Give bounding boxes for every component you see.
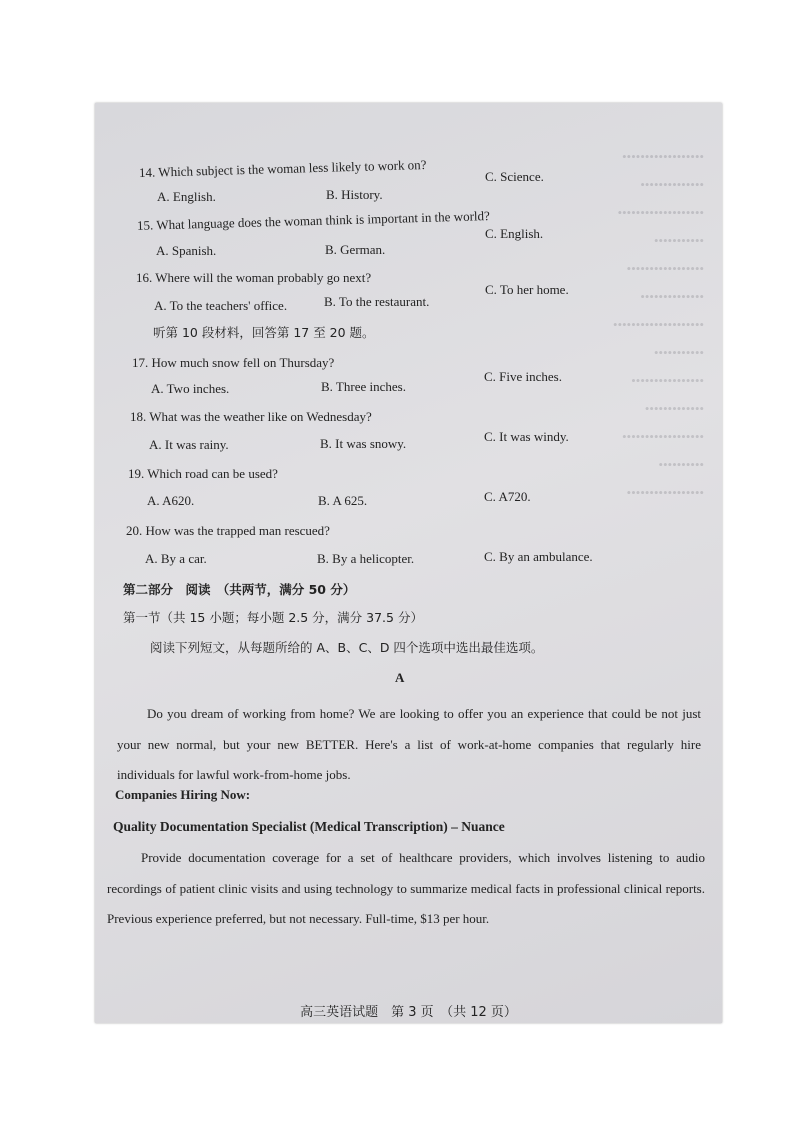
question-20-stem: 20. How was the trapped man rescued?	[126, 523, 330, 538]
question-20-option-b: B. By a helicopter.	[317, 551, 415, 566]
section1-heading: 第一节（共 15 小题；每小题 2.5 分，满分 37.5 分）	[123, 610, 423, 625]
question-18-option-c: C. It was windy.	[484, 429, 569, 444]
question-17-option-b: B. Three inches.	[321, 379, 406, 394]
question-14-option-a: A. English.	[157, 189, 216, 204]
question-15-option-b: B. German.	[325, 242, 386, 257]
question-14-stem: 14. Which subject is the woman less likely to work on?	[138, 156, 427, 181]
question-16-stem: 16. Where will the woman probably go next?	[136, 270, 372, 285]
question-17-option-c: C. Five inches.	[484, 369, 562, 384]
question-17-stem: 17. How much snow fell on Thursday?	[132, 355, 335, 370]
question-18-stem: 18. What was the weather like on Wednesday?	[130, 409, 372, 424]
question-19-option-c: C. A720.	[484, 489, 531, 504]
question-16-option-b: B. To the restaurant.	[324, 294, 430, 309]
question-19-option-a: A. A620.	[147, 493, 195, 508]
question-20-option-c: C. By an ambulance.	[484, 549, 593, 564]
part2-heading: 第二部分 阅读 （共两节，满分 50 分）	[123, 582, 356, 597]
question-19-option-b: B. A 625.	[318, 493, 368, 508]
exam-page	[95, 103, 722, 1023]
question-19-stem: 19. Which road can be used?	[128, 466, 278, 481]
material-note: 听第 10 段材料，回答第 17 至 20 题。	[153, 325, 375, 340]
question-16-option-c: C. To her home.	[485, 282, 569, 297]
bleed-through-text: •••••••••••••••••• •••••••••••••• ••••••••••••••••••• ••••••••••• ••••••••••••••••• •••••••••••••• •••••••••••••••••••• ••••••••••• •••••••••••••••• ••••••••••••• •••••••••••••••••• •••••••••• •••••••••••••••••	[612, 149, 704, 500]
question-14-option-b: B. History.	[326, 187, 383, 202]
question-15-option-a: A. Spanish.	[156, 243, 217, 258]
reading-instruction: 阅读下列短文，从每题所给的 A、B、C、D 四个选项中选出最佳选项。	[150, 640, 544, 655]
question-17-option-a: A. Two inches.	[151, 381, 230, 396]
question-18-option-b: B. It was snowy.	[320, 436, 407, 451]
question-20-option-a: A. By a car.	[145, 551, 207, 566]
question-15-option-c: C. English.	[485, 226, 544, 241]
question-18-option-a: A. It was rainy.	[149, 437, 229, 452]
question-14-option-c: C. Science.	[485, 169, 544, 184]
companies-heading: Companies Hiring Now:	[115, 787, 251, 802]
question-16-option-a: A. To the teachers' office.	[154, 298, 288, 313]
passage-letter: A	[395, 670, 405, 685]
passage-intro: Do you dream of working from home? We are looking to offer you an experience that could be not just your new normal, but your new BETTER. Here's a list of work-at-home companies that regularly hire individuals for lawful work-from-home jobs.	[117, 706, 701, 782]
job-description: Provide documentation coverage for a set of healthcare providers, which involves listening to audio recordings of patient clinic visits and using technology to summarize medical facts in professional clinical reports. Previous experience preferred, but not necessary. Full-time, $13 per hour.	[107, 850, 705, 926]
page-footer: 高三英语试题 第 3 页 （共 12 页）	[300, 1005, 517, 1020]
question-15-stem: 15. What language does the woman think is important in the world?	[136, 208, 490, 233]
job-title: Quality Documentation Specialist (Medical Transcription) – Nuance	[113, 819, 505, 834]
